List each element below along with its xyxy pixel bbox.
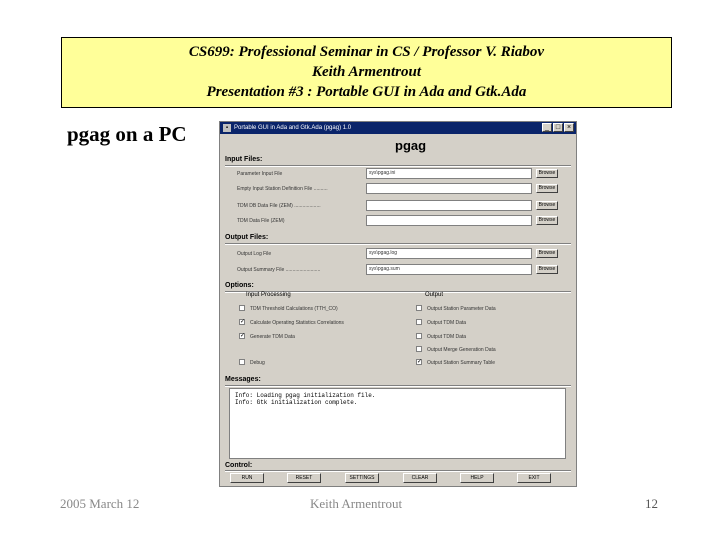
settings-button[interactable]: SETTINGS — [345, 473, 379, 483]
parameter-input-browse-button[interactable]: Browse — [536, 169, 558, 178]
station-definition-file-field[interactable] — [366, 183, 532, 194]
tdm-threshold-label: TDM Threshold Calculations (TTH_CO) — [250, 306, 338, 312]
output-station-parameter-checkbox[interactable] — [416, 305, 422, 311]
maximize-button[interactable]: □ — [553, 123, 563, 132]
tdm-db-data-file-label: TDM DB Data File (ZEM) ................... — [237, 203, 321, 209]
footer-page-number: 12 — [645, 496, 658, 511]
output-files-divider — [225, 243, 571, 245]
reset-button[interactable]: RESET — [287, 473, 321, 483]
messages-section-label: Messages: — [225, 376, 261, 383]
output-station-summary-label: Output Station Summary Table — [427, 360, 495, 366]
footer-date: 2005 March 12 — [60, 496, 140, 511]
output-station-summary-checkbox[interactable]: ✓ — [417, 359, 423, 365]
slide-header — [61, 37, 672, 108]
operating-statistics-checkbox[interactable]: ✓ — [240, 319, 246, 325]
generate-tdm-data-checkbox[interactable]: ✓ — [240, 333, 246, 339]
debug-label: Debug — [250, 360, 265, 366]
generate-tdm-data-label: Generate TDM Data — [250, 334, 295, 340]
debug-checkbox[interactable] — [239, 359, 245, 365]
message-line: Info: Gtk initialization complete. — [235, 399, 358, 406]
output-log-file-label: Output Log File — [237, 251, 272, 257]
control-divider — [225, 470, 571, 472]
output-merge-generation-label: Output Merge Generation Data — [427, 347, 496, 353]
header-presentation-line: Presentation #3 : Portable GUI in Ada and Gtk.Ada — [206, 84, 527, 100]
tdm-db-data-file-field[interactable] — [366, 200, 532, 211]
output-tdm-data-2-label: Output TDM Data — [427, 334, 467, 340]
minimize-button[interactable]: _ — [542, 123, 552, 132]
tdm-threshold-checkbox[interactable] — [239, 305, 245, 311]
window-title: Portable GUI in Ada and Gtk.Ada (pgag) 1.0 — [234, 125, 352, 131]
parameter-input-file-label: Parameter Input File — [237, 171, 283, 177]
window-titlebar[interactable] — [220, 122, 576, 134]
output-merge-generation-checkbox[interactable] — [416, 346, 422, 352]
header-author-line: Keith Armentrout — [311, 64, 422, 80]
output-station-parameter-label: Output Station Parameter Data — [427, 306, 496, 312]
messages-textarea[interactable] — [229, 388, 566, 459]
operating-statistics-label: Calculate Operating Statistics Correlations — [250, 320, 344, 326]
footer-author: Keith Armentrout — [310, 496, 403, 511]
input-files-section-label: Input Files: — [225, 156, 263, 163]
output-log-file-field[interactable]: sys\pgag.log — [366, 248, 532, 259]
input-files-divider — [225, 165, 571, 167]
tdm-data-browse-button[interactable]: Browse — [536, 216, 558, 225]
output-tdm-data-label: Output TDM Data — [427, 320, 467, 326]
close-button[interactable]: × — [564, 123, 574, 132]
parameter-input-file-field[interactable]: sys\pgag.ini — [366, 168, 532, 179]
output-summary-file-label: Output Summary File ......................... — [237, 267, 321, 273]
output-summary-browse-button[interactable]: Browse — [536, 265, 558, 274]
tdm-data-file-label: TDM Data File (ZEM) — [237, 218, 285, 224]
output-summary-file-field[interactable]: sys\pgag.sum — [366, 264, 532, 275]
control-section-label: Control: — [225, 462, 253, 469]
output-files-section-label: Output Files: — [225, 234, 269, 241]
input-processing-group-label: Input Processing — [246, 292, 291, 298]
output-group-label: Output — [425, 292, 444, 298]
message-line: Info: Loading pgag initialization file. — [235, 392, 376, 399]
slide-side-label: pgag on a PC — [67, 122, 187, 146]
app-title: pgag — [395, 138, 427, 153]
clear-button[interactable]: CLEAR — [403, 473, 437, 483]
output-tdm-data-2-checkbox[interactable] — [416, 333, 422, 339]
output-tdm-data-checkbox[interactable] — [416, 319, 422, 325]
run-button[interactable]: RUN — [230, 473, 264, 483]
help-button[interactable]: HELP — [460, 473, 494, 483]
tdm-data-file-field[interactable] — [366, 215, 532, 226]
app-icon: ▪ — [223, 124, 231, 132]
exit-button[interactable]: EXIT — [517, 473, 551, 483]
output-log-browse-button[interactable]: Browse — [536, 249, 558, 258]
pgag-window — [219, 121, 577, 487]
tdm-db-data-browse-button[interactable]: Browse — [536, 201, 558, 210]
header-course-line: CS699: Professional Seminar in CS / Professor V. Riabov — [188, 44, 545, 60]
options-section-label: Options: — [225, 282, 254, 289]
station-definition-file-label: Empty Input Station Definition File .......... — [237, 186, 328, 192]
messages-divider — [225, 385, 571, 387]
station-definition-browse-button[interactable]: Browse — [536, 184, 558, 193]
